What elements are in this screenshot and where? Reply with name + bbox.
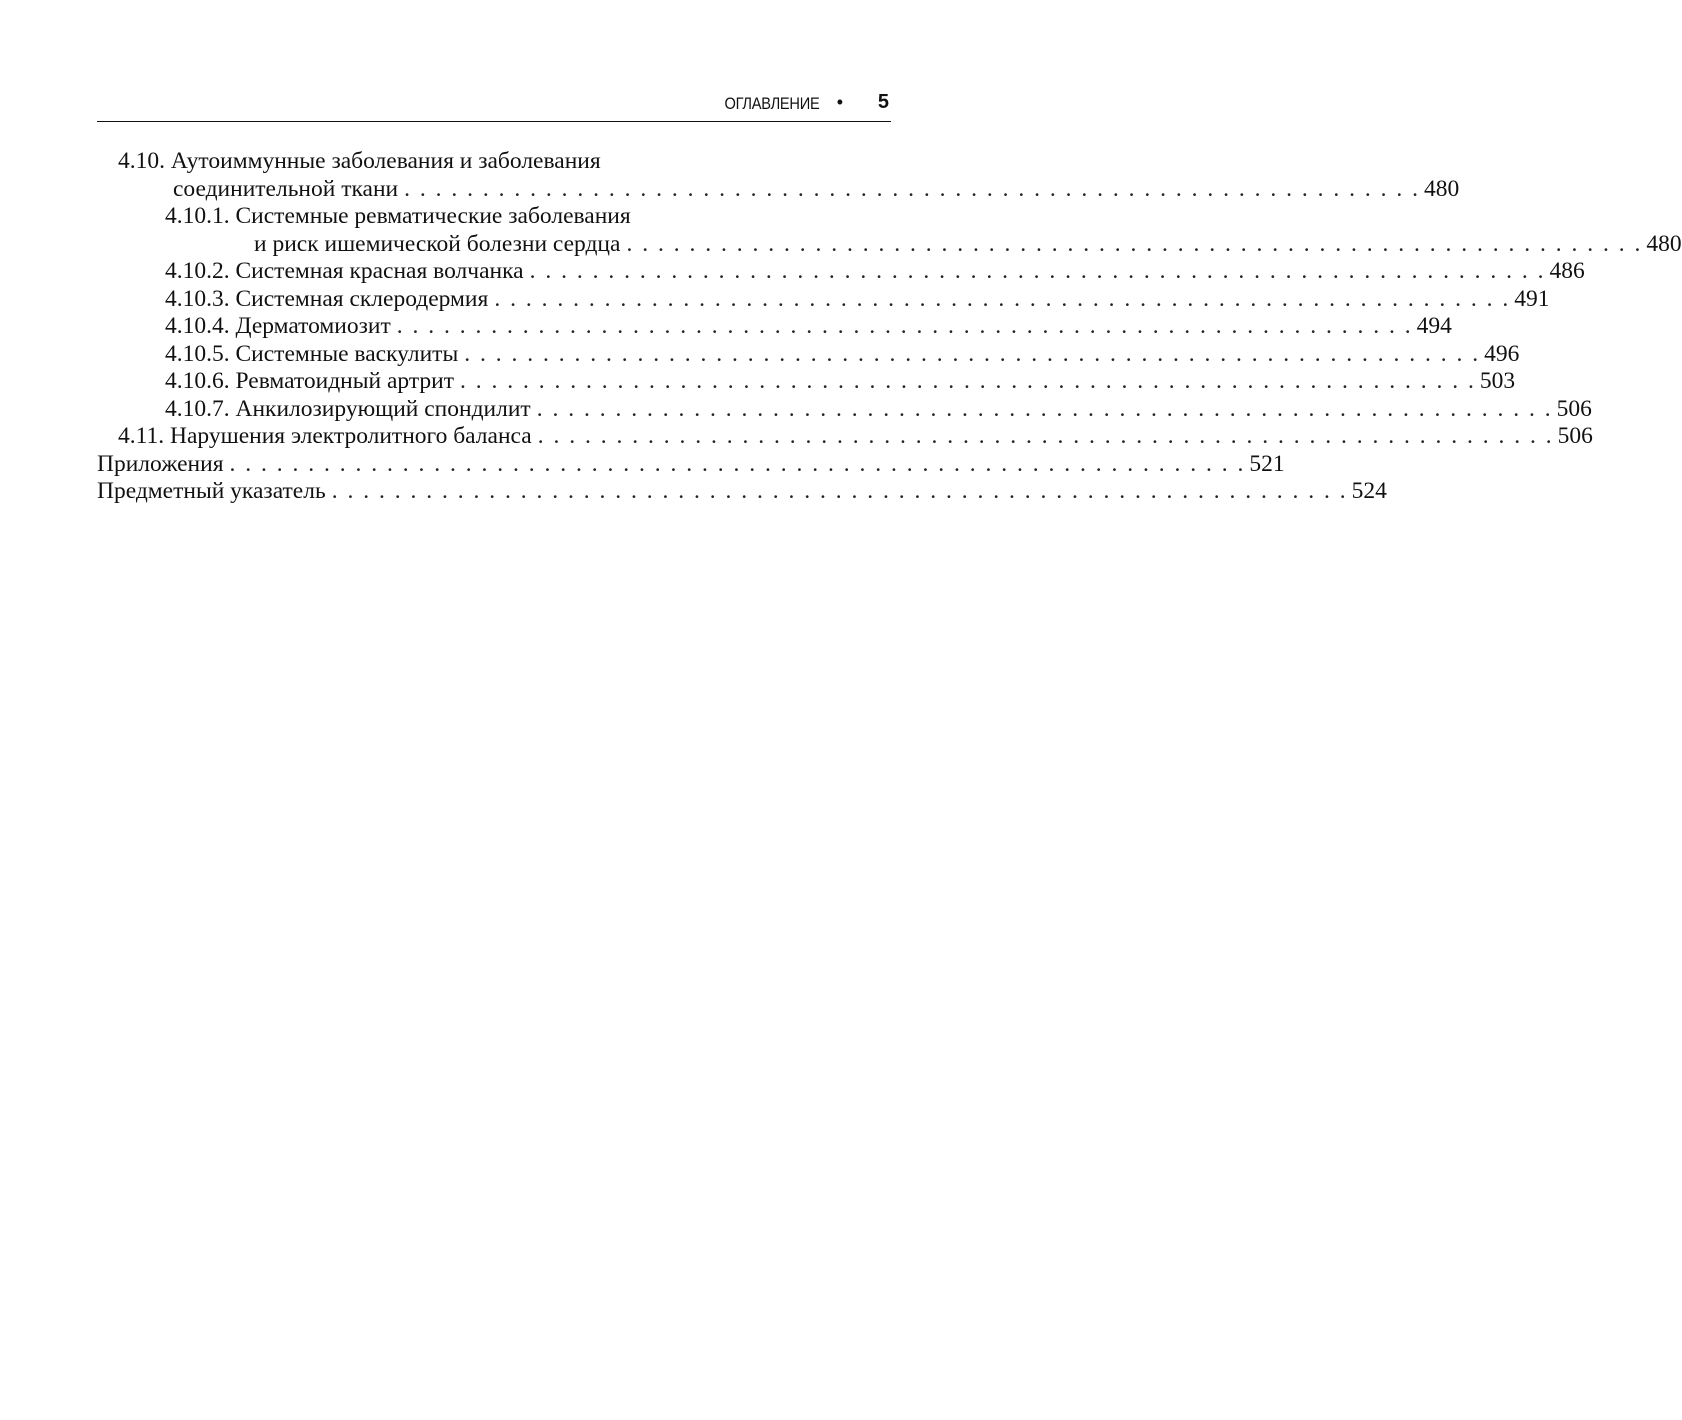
table-of-contents xyxy=(97,148,1682,506)
toc-entry-4-10-4[interactable] xyxy=(97,313,1452,341)
dot-leader: . . . . . . . . . . . . . . . . . . . . . . . . . . . . . . . . . . . . . . . . . . . . . . . . . . . . . . . . . . . . . . . . . xyxy=(626,230,1643,257)
toc-entry-page: 494 xyxy=(1416,313,1452,339)
toc-entry-4-10-7[interactable] xyxy=(97,395,1592,424)
toc-entry-4-10-3[interactable] xyxy=(97,285,1550,314)
toc-entry-page: 506 xyxy=(1556,395,1592,422)
toc-entry-page: 486 xyxy=(1549,258,1585,284)
toc-entry-4-10-1-title: 4.10.1. Системные ревматические заболевания xyxy=(165,203,631,229)
toc-entry-page: 496 xyxy=(1484,340,1520,367)
toc-entry-title: и риск ишемической болезни сердца xyxy=(254,230,621,257)
toc-entry-4-10-title: 4.10. Аутоиммунные заболевания и заболевания xyxy=(118,148,601,174)
toc-entry-4-10-2[interactable] xyxy=(97,258,1585,286)
page-number: 5 xyxy=(877,91,889,113)
toc-entry-4-10[interactable] xyxy=(97,175,1460,204)
toc-entry-title: 4.10.6. Ревматоидный артрит xyxy=(165,368,454,394)
toc-entry-page: 521 xyxy=(1249,450,1285,477)
toc-entry-title: 4.11. Нарушения электролитного баланса xyxy=(118,423,532,449)
header-bullet: • xyxy=(836,92,843,112)
toc-entry-title: соединительной ткани xyxy=(173,175,399,202)
toc-entry-appendix[interactable] xyxy=(97,450,1285,479)
toc-entry-4-10-5[interactable] xyxy=(97,340,1520,369)
toc-entry-4-11[interactable] xyxy=(97,423,1593,451)
dot-leader: . . . . . . . . . . . . . . . . . . . . . . . . . . . . . . . . . . . . . . . . . . . . . . . . . . . . . . . . . . . . . . . . . xyxy=(404,175,1420,202)
dot-leader: . . . . . . . . . . . . . . . . . . . . . . . . . . . . . . . . . . . . . . . . . . . . . . . . . . . . . . . . . . . . . . . . . xyxy=(464,340,1481,367)
toc-entry-title: 4.10.4. Дерматомиозит xyxy=(165,313,391,339)
toc-entry-page: 506 xyxy=(1557,423,1593,449)
toc-entry-page: 491 xyxy=(1514,285,1550,312)
dot-leader: . . . . . . . . . . . . . . . . . . . . . . . . . . . . . . . . . . . . . . . . . . . . . . . . . . . . . . . . . . . . . . . . . xyxy=(537,423,1554,449)
toc-entry-title: Предметный указатель xyxy=(97,478,326,504)
dot-leader: . . . . . . . . . . . . . . . . . . . . . . . . . . . . . . . . . . . . . . . . . . . . . . . . . . . . . . . . . . . . . . . . . xyxy=(396,313,1413,339)
toc-entry-page: 503 xyxy=(1479,368,1516,394)
toc-entry-page: 480 xyxy=(1646,230,1682,257)
toc-entry-title: 4.10.7. Анкилозирующий спондилит xyxy=(165,395,531,422)
toc-entry-4-10-6[interactable] xyxy=(97,368,1516,396)
dot-leader: . . . . . . . . . . . . . . . . . . . . . . . . . . . . . . . . . . . . . . . . . . . . . . . . . . . . . . . . . . . . . . . . . xyxy=(494,285,1511,312)
toc-entry-title: 4.10.3. Системная склеродермия xyxy=(165,285,489,312)
running-header xyxy=(97,91,891,122)
dot-leader: . . . . . . . . . . . . . . . . . . . . . . . . . . . . . . . . . . . . . . . . . . . . . . . . . . . . . . . . . . . . . . . . . xyxy=(460,368,1476,394)
header-title: ОГЛАВЛЕНИЕ xyxy=(724,94,819,113)
dot-leader: . . . . . . . . . . . . . . . . . . . . . . . . . . . . . . . . . . . . . . . . . . . . . . . . . . . . . . . . . . . . . . . . . xyxy=(331,478,1348,504)
toc-entry-title: 4.10.5. Системные васкулиты xyxy=(165,340,459,367)
dot-leader: . . . . . . . . . . . . . . . . . . . . . . . . . . . . . . . . . . . . . . . . . . . . . . . . . . . . . . . . . . . . . . . . . xyxy=(536,395,1553,422)
toc-entry-4-10-1[interactable] xyxy=(97,230,1682,259)
toc-entry-title: Приложения xyxy=(97,450,224,477)
toc-entry-page: 524 xyxy=(1351,478,1387,504)
toc-entry-subject-index[interactable] xyxy=(97,478,1387,506)
toc-entry-title: 4.10.2. Системная красная волчанка xyxy=(165,258,524,284)
dot-leader: . . . . . . . . . . . . . . . . . . . . . . . . . . . . . . . . . . . . . . . . . . . . . . . . . . . . . . . . . . . . . . . . . xyxy=(229,450,1246,477)
dot-leader: . . . . . . . . . . . . . . . . . . . . . . . . . . . . . . . . . . . . . . . . . . . . . . . . . . . . . . . . . . . . . . . . . xyxy=(529,258,1546,284)
toc-entry-page: 480 xyxy=(1423,175,1460,202)
